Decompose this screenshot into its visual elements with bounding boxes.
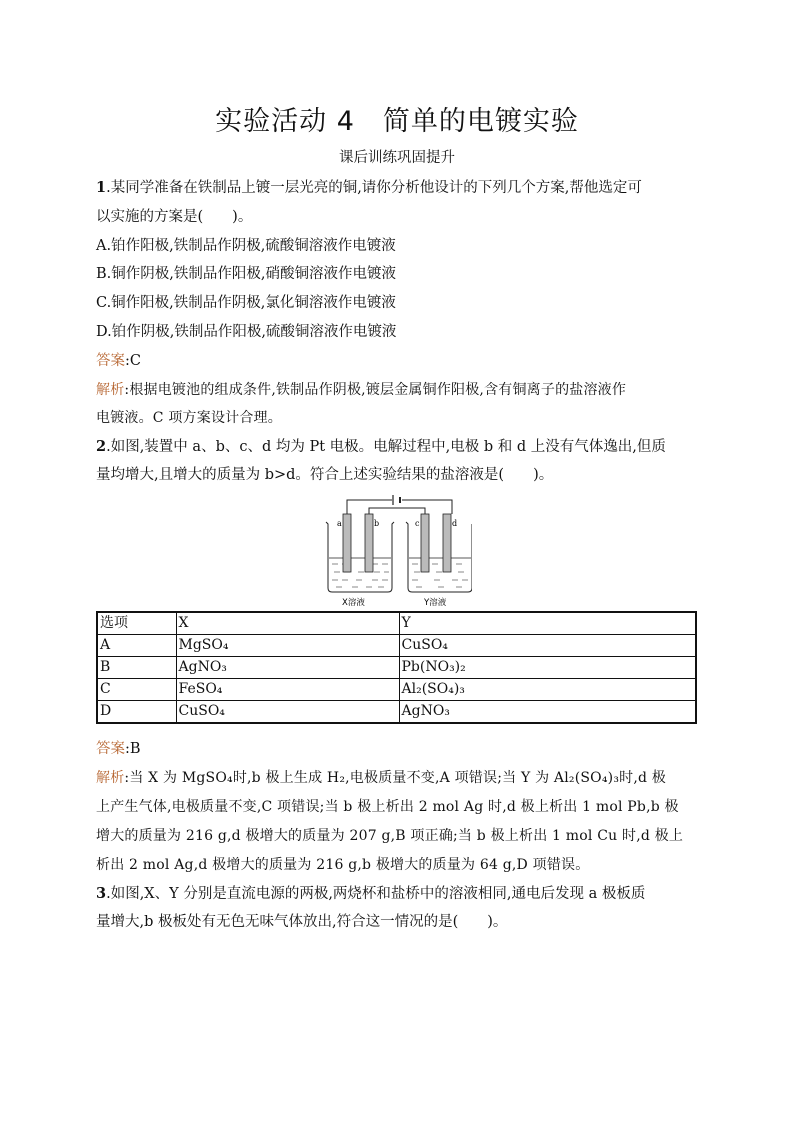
q1-explanation-label: 解析 (96, 382, 125, 398)
table-row (97, 635, 696, 657)
table-cell: Pb(NO₃)₂ (399, 657, 696, 679)
q2-explanation-label: 解析 (96, 770, 125, 786)
electrode-a (343, 514, 351, 572)
table-cell: C (97, 679, 176, 701)
q2-answer-value: :B (125, 741, 141, 757)
table-cell: A (97, 635, 176, 657)
electrode-label-b: b (374, 519, 380, 528)
electrode-d (443, 514, 451, 572)
table-header-cell: X (176, 612, 399, 635)
x-solution-label: X溶液 (342, 598, 365, 608)
electrode-b (365, 514, 373, 572)
q2-answer-label: 答案 (96, 741, 125, 757)
q1-explanation-line2: 电镀液。C 项方案设计合理。 (96, 410, 282, 426)
q2-number: 2 (96, 438, 107, 455)
electrode-label-d: d (452, 519, 458, 528)
table-row (97, 679, 696, 701)
table-cell: CuSO₄ (399, 635, 696, 657)
q2-explanation-line2: 上产生气体,电极质量不变,C 项错误;当 b 极上析出 2 mol Ag 时,d 极上析出 1 mol Pb,b 极 (96, 799, 679, 815)
table-cell: D (97, 701, 176, 724)
q3-number: 3 (96, 885, 107, 902)
table-cell: B (97, 657, 176, 679)
y-solution-label: Y溶液 (424, 598, 447, 608)
q1-option-b: B.铜作阴极,铁制品作阳极,硝酸铜溶液作电镀液 (96, 266, 396, 282)
electrode-label-c: c (415, 519, 420, 528)
q1-answer-label: 答案 (96, 353, 125, 369)
q2-stem-line2: 量均增大,且增大的质量为 b>d。符合上述实验结果的盐溶液是( )。 (96, 467, 554, 483)
q1-number: 1 (96, 179, 107, 196)
electrolysis-diagram (322, 492, 472, 610)
table-header-cell: Y (399, 612, 696, 635)
table-header-cell: 选项 (97, 612, 176, 635)
beaker-y (406, 522, 472, 592)
electrode-label-a: a (337, 519, 342, 528)
q2-explanation-line4: 析出 2 mol Ag,d 极增大的质量为 216 g,b 极增大的质量为 64 g,D 项错误。 (96, 857, 590, 873)
q3-stem-line2: 量增大,b 极板处有无色无味气体放出,符合这一情况的是( )。 (96, 914, 508, 930)
q1-stem-line1: 1.某同学准备在铁制品上镀一层光亮的铜,请你分析他设计的下列几个方案,帮他选定可 (96, 179, 642, 196)
page-title: 实验活动 4 简单的电镀实验 (215, 106, 579, 137)
q1-option-d: D.铂作阴极,铁制品作阳极,硫酸铜溶液作电镀液 (96, 324, 397, 340)
q2-answer (96, 739, 706, 759)
q1-option-a: A.铂作阳极,铁制品作阴极,硫酸铜溶液作电镀液 (96, 238, 396, 254)
q2-explanation-line1: 解析:当 X 为 MgSO₄时,b 极上生成 H₂,电极质量不变,A 项错误;当 Y 为 Al₂(SO₄)₃时,d 极 (96, 770, 667, 786)
q3-stem-line1: 3.如图,X、Y 分别是直流电源的两极,两烧杯和盐桥中的溶液相同,通电后发现 a 极板质 (96, 885, 646, 902)
table-cell: CuSO₄ (176, 701, 399, 724)
table-cell: MgSO₄ (176, 635, 399, 657)
table-cell: FeSO₄ (176, 679, 399, 701)
table-cell: AgNO₃ (399, 701, 696, 724)
q1-explanation-line1: 解析:根据电镀池的组成条件,铁制品作阴极,镀层金属铜作阳极,含有铜离子的盐溶液作 (96, 382, 627, 398)
q1-answer-value: :C (125, 353, 141, 369)
q2-explanation-line3: 增大的质量为 216 g,d 极增大的质量为 207 g,B 项正确;当 b 极上析出 1 mol Cu 时,d 极上 (96, 828, 684, 844)
electrode-c (421, 514, 429, 572)
table-row (97, 657, 696, 679)
q2-options-table (96, 611, 697, 724)
table-row (97, 701, 696, 724)
beaker-x (326, 522, 394, 592)
table-cell: AgNO₃ (176, 657, 399, 679)
q1-answer (96, 351, 706, 371)
q1-stem-line2: 以实施的方案是( )。 (96, 209, 253, 225)
table-cell: Al₂(SO₄)₃ (399, 679, 696, 701)
q2-stem-line1: 2.如图,装置中 a、b、c、d 均为 Pt 电极。电解过程中,电极 b 和 d 上没有气体逸出,但质 (96, 438, 666, 455)
q1-option-c: C.铜作阳极,铁制品作阴极,氯化铜溶液作电镀液 (96, 295, 396, 311)
table-header-row (97, 612, 696, 635)
page-subtitle: 课后训练巩固提升 (339, 150, 455, 166)
